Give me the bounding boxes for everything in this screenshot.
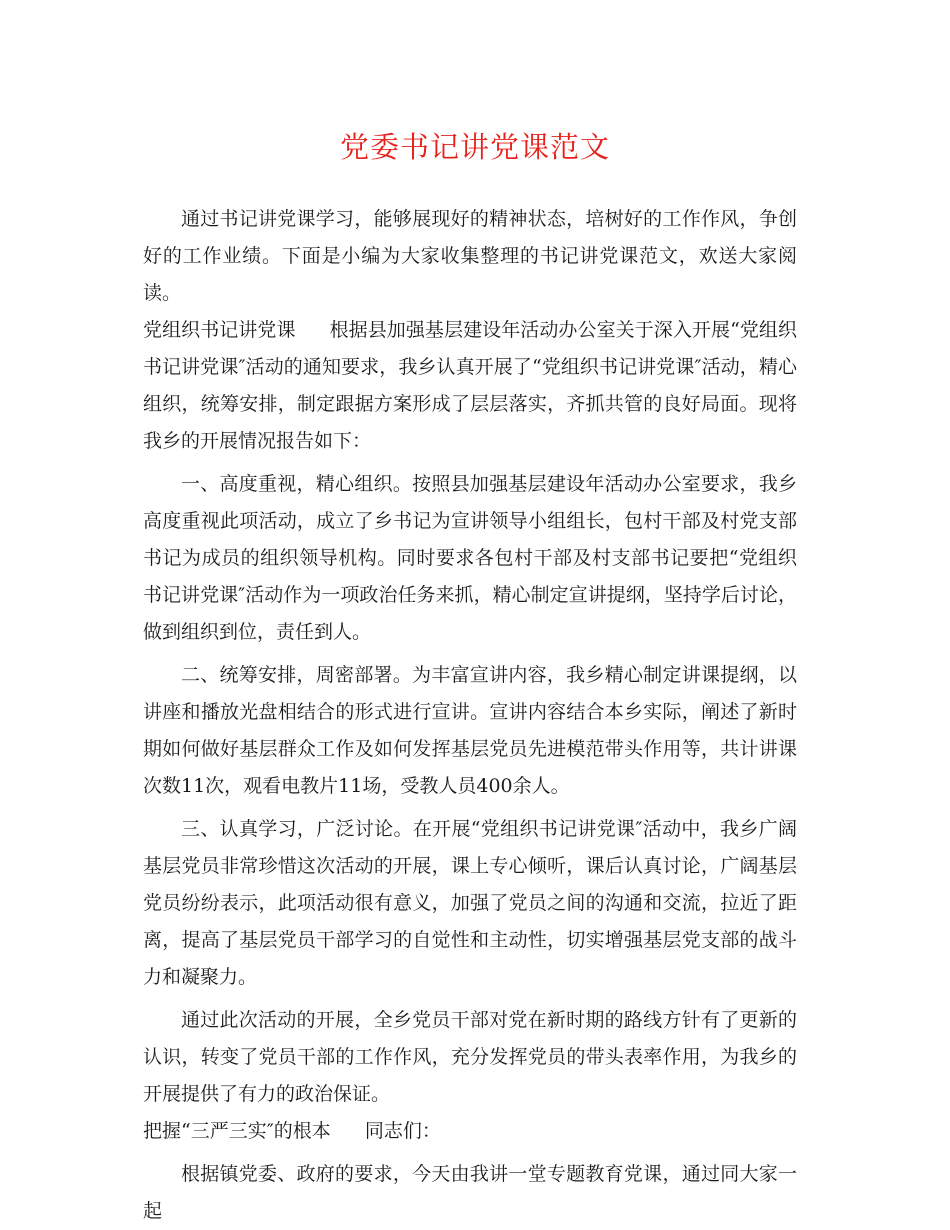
intro-paragraph: 通过书记讲党课学习，能够展现好的精神状态，培树好的工作作风，争创好的工作业绩。下面是小编为大家收集整理的书记讲党课范文，欢送大家阅读。 [143, 208, 797, 304]
section1-heading: 党组织书记讲党课 [143, 319, 296, 341]
section2-paragraph-1: 根据镇党委、政府的要求，今天由我讲一堂专题教育党课，通过同大家一起 [143, 1163, 797, 1222]
section1-lead-text: 根据县加强基层建设年活动办公室关于深入开展“党组织书记讲党课″活动的通知要求，我乡认真开展了“党组织书记讲党课″活动，精心组织，统筹安排，制定跟据方案形成了层层落实，齐抓共管的良好局面。现将我乡的开展情况报告如下： [143, 319, 797, 452]
section2-salutation: 同志们： [364, 1120, 441, 1142]
document-title: 党委书记讲党课范文 [339, 130, 610, 164]
section1-lead-paragraph [143, 312, 797, 460]
document-body [143, 201, 797, 1230]
section1-paragraph-1: 一、高度重视，精心组织。按照县加强基层建设年活动办公室要求，我乡高度重视此项活动，成立了乡书记为宣讲领导小组组长，包村干部及村党支部书记为成员的组织领导机构。同时要求各包村干部及村支部书记要把“党组织书记讲党课″活动作为一项政治任务来抓，精心制定宣讲提纲，坚持学后讨论，做到组织到位，责任到人。 [143, 473, 797, 643]
section1-paragraph-3: 三、认真学习，广泛讨论。在开展“党组织书记讲党课″活动中，我乡广阔基层党员非常珍惜这次活动的开展，课上专心倾听，课后认真讨论，广阔基层党员纷纷表示，此项活动很有意义，加强了党员之间的沟通和交流，拉近了距离，提高了基层党员干部学习的自觉性和主动性，切实增强基层党支部的战斗力和凝聚力。 [143, 818, 797, 988]
section1-paragraph-2: 二、统筹安排，周密部署。为丰富宣讲内容，我乡精心制定讲课提纲，以讲座和播放光盘相结合的形式进行宣讲。宣讲内容结合本乡实际，阐述了新时期如何做好基层群众工作及如何发挥基层党员先进模范带头作用等，共计讲课次数11次，观看电教片11场，受教人员400余人。 [143, 664, 797, 797]
section1-paragraph-4: 通过此次活动的开展，全乡党员干部对党在新时期的路线方针有了更新的认识，转变了党员干部的工作作风，充分发挥党员的带头表率作用，为我乡的开展提供了有力的政治保证。 [143, 1009, 797, 1105]
section2-heading-line [143, 1113, 797, 1150]
section2-heading: 把握“三严三实″的根本 [143, 1120, 331, 1142]
